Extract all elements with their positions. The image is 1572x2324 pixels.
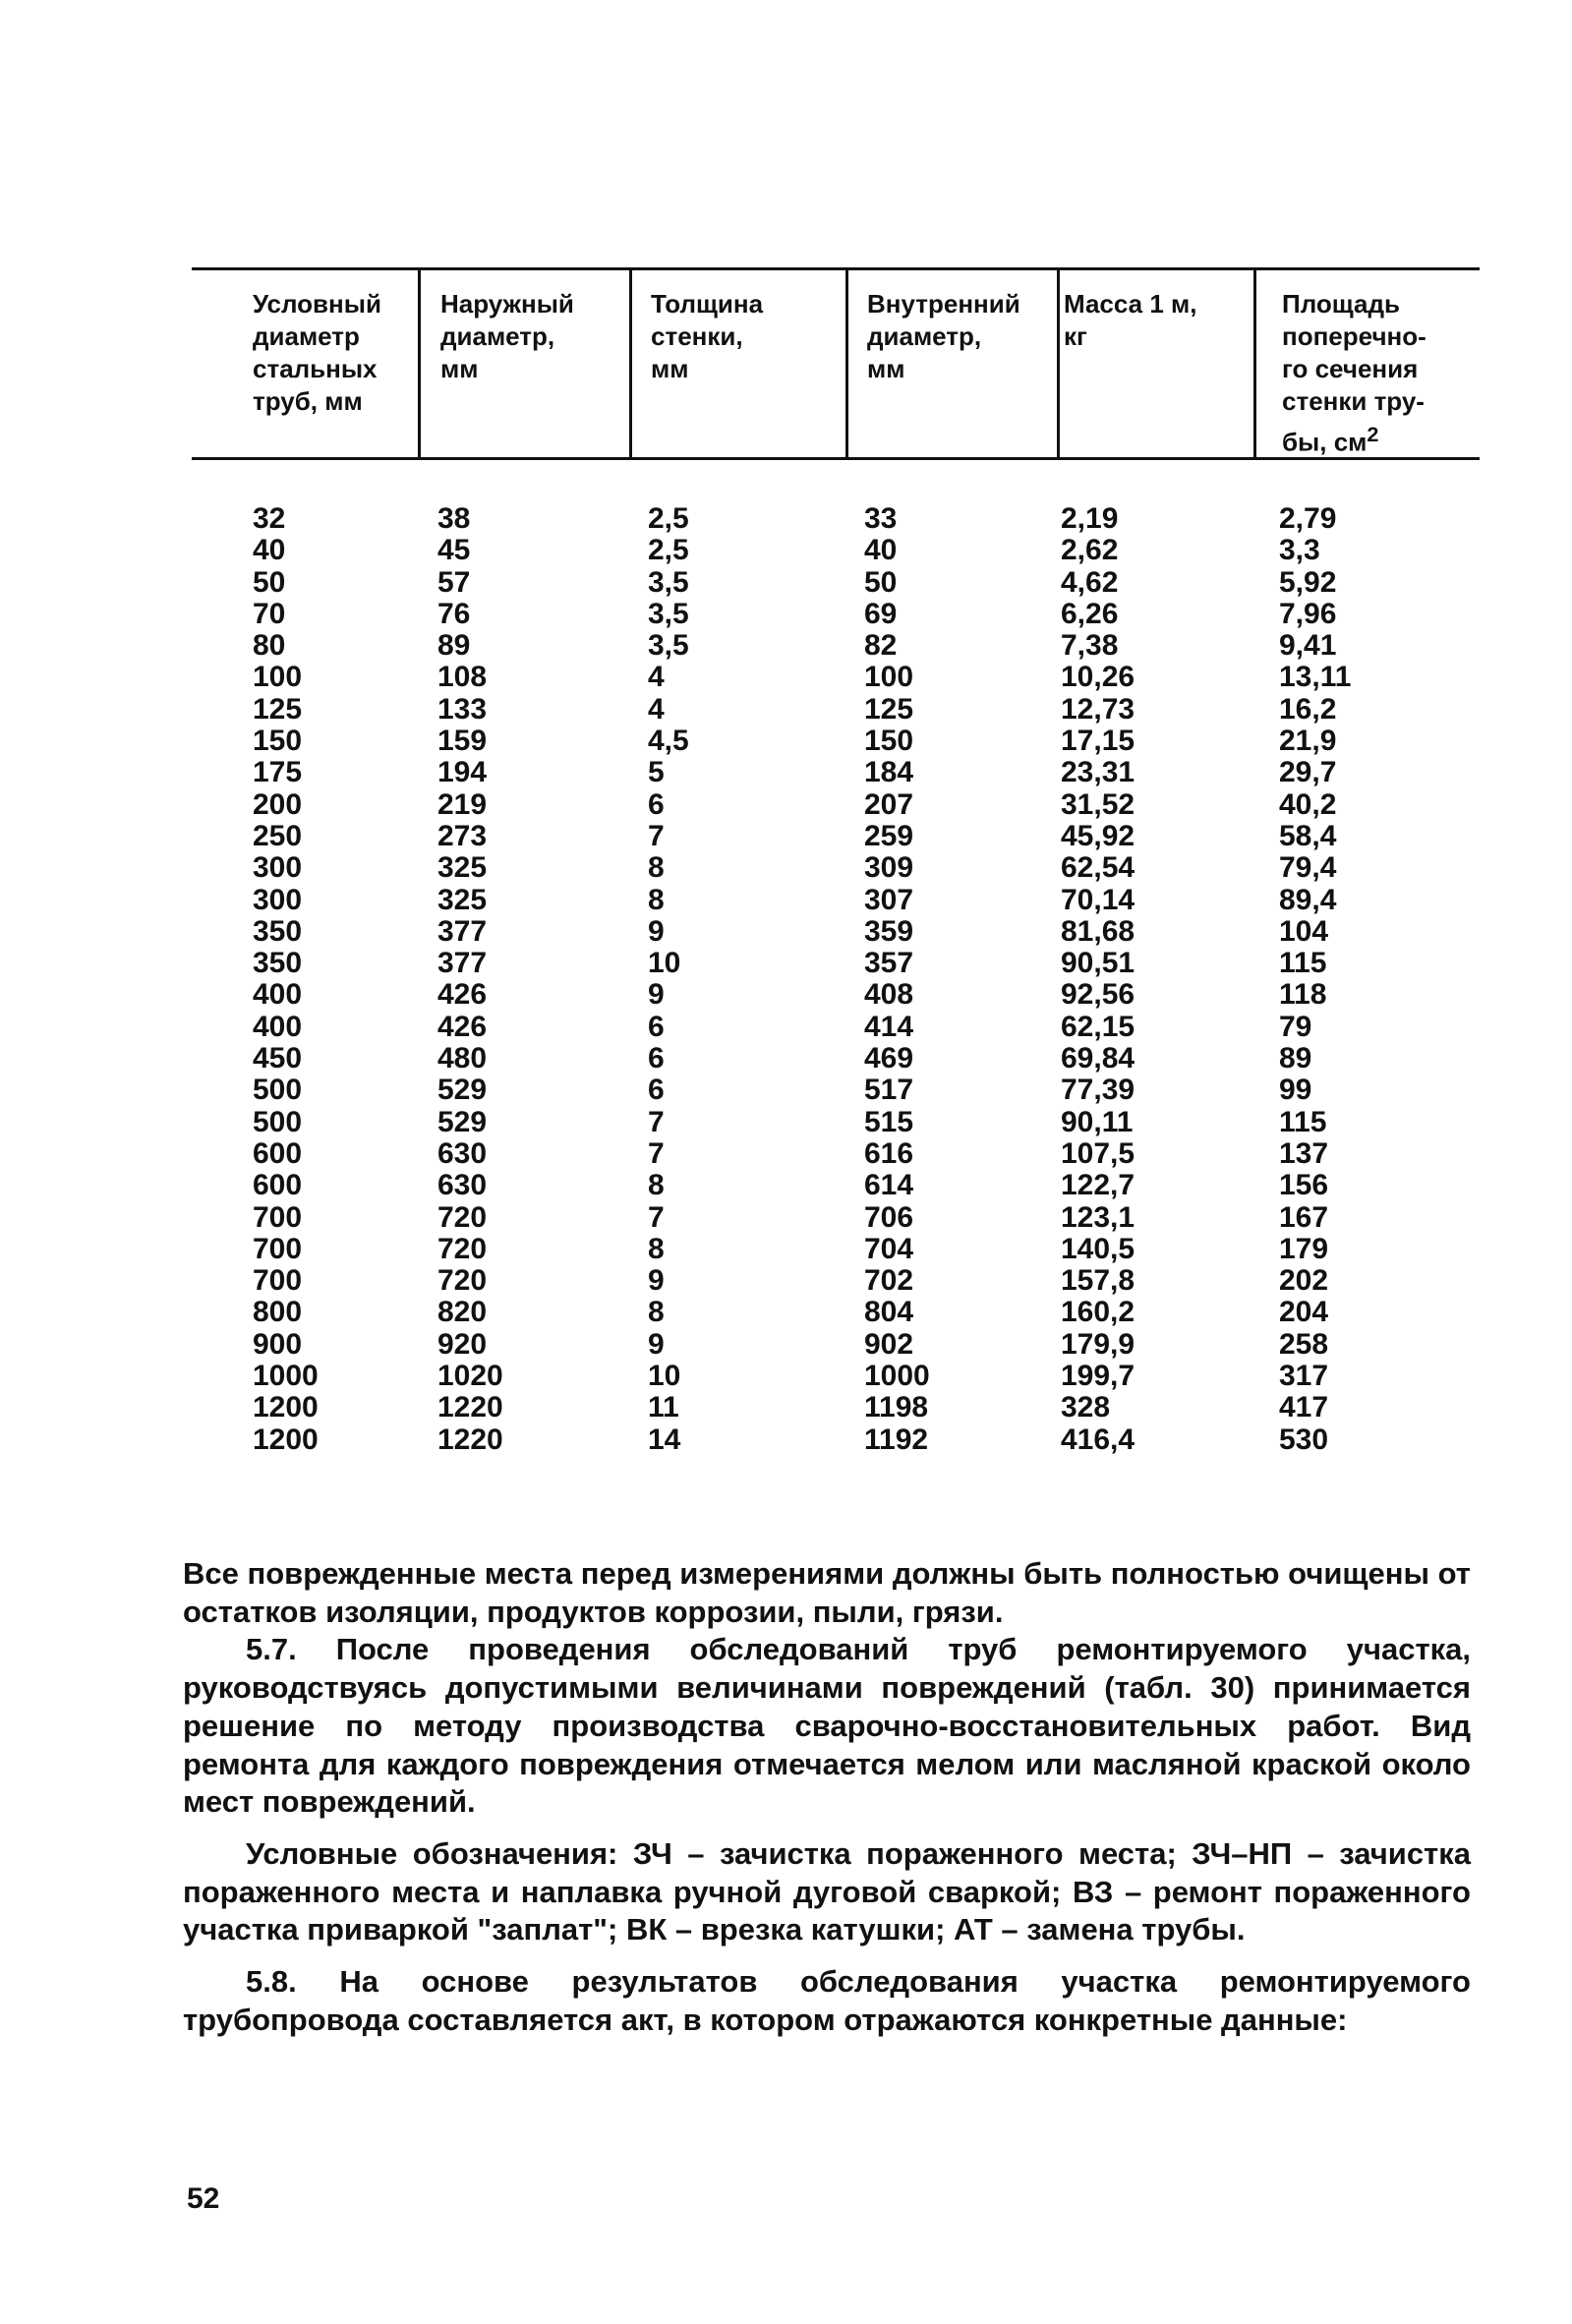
- header-col-area: [1253, 270, 1483, 457]
- table-row: [192, 694, 1480, 726]
- mass-cell: 90,11: [1061, 1105, 1134, 1138]
- wall-thickness-cell: 7: [648, 1200, 665, 1234]
- area-cell: 417: [1279, 1391, 1329, 1424]
- page-number: 52: [187, 2182, 220, 2215]
- outer-diameter-cell: 377: [437, 914, 488, 948]
- mass-cell: 92,56: [1061, 978, 1135, 1012]
- inner-diameter-cell: 357: [864, 947, 914, 980]
- area-cell: 115: [1279, 1105, 1327, 1138]
- nominal-diameter-cell: 400: [253, 978, 303, 1012]
- mass-cell: 70,14: [1061, 883, 1135, 916]
- inner-diameter-cell: 515: [864, 1105, 914, 1138]
- inner-diameter-cell: 1192: [864, 1423, 929, 1456]
- wall-thickness-cell: 8: [648, 1232, 665, 1265]
- inner-diameter-cell: 414: [864, 1010, 914, 1043]
- table-row: [192, 948, 1480, 979]
- nominal-diameter-cell: 400: [253, 1010, 303, 1043]
- inner-diameter-cell: 69: [864, 597, 898, 630]
- nominal-diameter-cell: 700: [253, 1264, 303, 1298]
- mass-cell: 23,31: [1061, 756, 1135, 789]
- mass-cell: 12,73: [1061, 692, 1135, 726]
- inner-diameter-cell: 616: [864, 1136, 914, 1170]
- wall-thickness-cell: 8: [648, 851, 665, 885]
- table-row: [192, 852, 1480, 884]
- header-col-inner: [845, 270, 1060, 457]
- wall-thickness-cell: 4,5: [648, 725, 689, 758]
- area-cell: 2,79: [1279, 502, 1337, 535]
- area-cell: 79: [1279, 1010, 1312, 1043]
- table-row: [192, 599, 1480, 630]
- table-row: [192, 503, 1480, 535]
- wall-thickness-cell: 5: [648, 756, 665, 789]
- table-row: [192, 1265, 1480, 1297]
- outer-diameter-cell: 159: [437, 725, 488, 758]
- inner-diameter-cell: 704: [864, 1232, 914, 1265]
- area-cell: 530: [1279, 1423, 1329, 1456]
- inner-diameter-cell: 184: [864, 756, 914, 789]
- nominal-diameter-cell: 500: [253, 1105, 303, 1138]
- outer-diameter-cell: 426: [437, 1010, 488, 1043]
- area-cell: 29,7: [1279, 756, 1337, 789]
- nominal-diameter-cell: 32: [253, 502, 286, 535]
- nominal-diameter-cell: 300: [253, 883, 303, 916]
- wall-thickness-cell: 14: [648, 1423, 681, 1456]
- area-cell: 5,92: [1279, 565, 1337, 599]
- outer-diameter-cell: 133: [437, 692, 488, 726]
- table-row: [192, 662, 1480, 693]
- area-cell: 202: [1279, 1264, 1329, 1298]
- wall-thickness-cell: 8: [648, 883, 665, 916]
- mass-cell: 17,15: [1061, 725, 1135, 758]
- nominal-diameter-cell: 1200: [253, 1423, 319, 1456]
- area-cell: 89,4: [1279, 883, 1337, 916]
- nominal-diameter-cell: 300: [253, 851, 303, 885]
- wall-thickness-cell: 9: [648, 978, 665, 1012]
- mass-cell: 81,68: [1061, 914, 1135, 948]
- wall-thickness-cell: 7: [648, 1136, 665, 1170]
- table-row: [192, 726, 1480, 757]
- area-cell: 21,9: [1279, 725, 1337, 758]
- outer-diameter-cell: 38: [437, 502, 471, 535]
- wall-thickness-cell: 7: [648, 1105, 665, 1138]
- outer-diameter-cell: 720: [437, 1232, 488, 1265]
- header-inner-diameter: Внутренний диаметр, мм: [867, 289, 1020, 383]
- nominal-diameter-cell: 700: [253, 1200, 303, 1234]
- outer-diameter-cell: 325: [437, 883, 488, 916]
- mass-cell: 90,51: [1061, 947, 1135, 980]
- pipe-table: [192, 267, 1480, 1456]
- mass-cell: 160,2: [1061, 1296, 1135, 1329]
- nominal-diameter-cell: 250: [253, 819, 303, 852]
- mass-cell: 140,5: [1061, 1232, 1135, 1265]
- area-cell: 167: [1279, 1200, 1329, 1234]
- outer-diameter-cell: 426: [437, 978, 488, 1012]
- area-cell: 99: [1279, 1074, 1312, 1107]
- outer-diameter-cell: 920: [437, 1327, 488, 1361]
- inner-diameter-cell: 307: [864, 883, 914, 916]
- table-body: [192, 460, 1480, 1456]
- nominal-diameter-cell: 1000: [253, 1360, 319, 1393]
- nominal-diameter-cell: 600: [253, 1169, 303, 1202]
- area-cell: 58,4: [1279, 819, 1337, 852]
- outer-diameter-cell: 720: [437, 1264, 488, 1298]
- inner-diameter-cell: 1000: [864, 1360, 930, 1393]
- area-cell: 104: [1279, 914, 1329, 948]
- inner-diameter-cell: 50: [864, 565, 898, 599]
- mass-cell: 2,19: [1061, 502, 1119, 535]
- area-cell: 79,4: [1279, 851, 1337, 885]
- outer-diameter-cell: 57: [437, 565, 471, 599]
- area-cell: 13,11: [1279, 661, 1352, 694]
- area-cell: 317: [1279, 1360, 1329, 1393]
- table-row: [192, 1107, 1480, 1138]
- inner-diameter-cell: 517: [864, 1074, 914, 1107]
- wall-thickness-cell: 11: [648, 1391, 679, 1424]
- wall-thickness-cell: 6: [648, 1042, 665, 1075]
- table-row: [192, 1138, 1480, 1170]
- inner-diameter-cell: 359: [864, 914, 914, 948]
- area-cell: 40,2: [1279, 787, 1337, 821]
- header-nominal-diameter: Условный диаметр стальных труб, мм: [253, 289, 381, 416]
- area-cell: 137: [1279, 1136, 1329, 1170]
- outer-diameter-cell: 45: [437, 534, 471, 567]
- nominal-diameter-cell: 450: [253, 1042, 303, 1075]
- outer-diameter-cell: 273: [437, 819, 488, 852]
- wall-thickness-cell: 6: [648, 787, 665, 821]
- table-row: [192, 789, 1480, 821]
- mass-cell: 45,92: [1061, 819, 1135, 852]
- nominal-diameter-cell: 125: [253, 692, 303, 726]
- outer-diameter-cell: 1220: [437, 1423, 503, 1456]
- nominal-diameter-cell: 1200: [253, 1391, 319, 1424]
- table-header: [192, 270, 1480, 457]
- inner-diameter-cell: 309: [864, 851, 914, 885]
- outer-diameter-cell: 1220: [437, 1391, 503, 1424]
- table-row: [192, 630, 1480, 662]
- nominal-diameter-cell: 80: [253, 629, 286, 663]
- inner-diameter-cell: 804: [864, 1296, 914, 1329]
- nominal-diameter-cell: 350: [253, 947, 303, 980]
- outer-diameter-cell: 630: [437, 1136, 488, 1170]
- table-row: [192, 757, 1480, 788]
- table-row: [192, 1012, 1480, 1043]
- wall-thickness-cell: 9: [648, 1327, 665, 1361]
- table-row: [192, 1297, 1480, 1328]
- paragraph-legend: Условные обозначения: ЗЧ – зачистка пораженного места; ЗЧ–НП – зачистка пораженного места и наплавка ручной дуговой сваркой; ВЗ – ремонт пораженного участка приваркой "заплат"; ВК – врезка катушки; АТ – замена трубы.: [183, 1835, 1471, 1947]
- table-row: [192, 1424, 1480, 1456]
- wall-thickness-cell: 4: [648, 661, 665, 694]
- mass-cell: 62,54: [1061, 851, 1135, 885]
- area-cell: 118: [1279, 978, 1327, 1012]
- outer-diameter-cell: 89: [437, 629, 471, 663]
- inner-diameter-cell: 207: [864, 787, 914, 821]
- nominal-diameter-cell: 150: [253, 725, 303, 758]
- mass-cell: 7,38: [1061, 629, 1119, 663]
- mass-cell: 4,62: [1061, 565, 1119, 599]
- nominal-diameter-cell: 600: [253, 1136, 303, 1170]
- wall-thickness-cell: 7: [648, 819, 665, 852]
- mass-cell: 31,52: [1061, 787, 1135, 821]
- nominal-diameter-cell: 70: [253, 597, 286, 630]
- nominal-diameter-cell: 40: [253, 534, 286, 567]
- wall-thickness-cell: 3,5: [648, 565, 689, 599]
- wall-thickness-cell: 2,5: [648, 502, 689, 535]
- mass-cell: 69,84: [1061, 1042, 1135, 1075]
- mass-cell: 77,39: [1061, 1074, 1135, 1107]
- area-cell: 7,96: [1279, 597, 1337, 630]
- table-row: [192, 979, 1480, 1011]
- area-cell: 89: [1279, 1042, 1312, 1075]
- header-col-nominal: [192, 270, 418, 457]
- mass-cell: 416,4: [1061, 1423, 1135, 1456]
- header-col-outer: [418, 270, 632, 457]
- inner-diameter-cell: 100: [864, 661, 914, 694]
- area-cell: 115: [1279, 947, 1327, 980]
- nominal-diameter-cell: 800: [253, 1296, 303, 1329]
- mass-cell: 122,7: [1061, 1169, 1135, 1202]
- wall-thickness-cell: 9: [648, 914, 665, 948]
- wall-thickness-cell: 6: [648, 1010, 665, 1043]
- mass-cell: 179,9: [1061, 1327, 1135, 1361]
- outer-diameter-cell: 720: [437, 1200, 488, 1234]
- wall-thickness-cell: 3,5: [648, 629, 689, 663]
- outer-diameter-cell: 1020: [437, 1360, 503, 1393]
- nominal-diameter-cell: 50: [253, 565, 286, 599]
- outer-diameter-cell: 377: [437, 947, 488, 980]
- mass-cell: 2,62: [1061, 534, 1119, 567]
- mass-cell: 157,8: [1061, 1264, 1135, 1298]
- table-row: [192, 1329, 1480, 1361]
- wall-thickness-cell: 10: [648, 1360, 681, 1393]
- table-row: [192, 1075, 1480, 1106]
- header-col-wall: [629, 270, 848, 457]
- mass-cell: 6,26: [1061, 597, 1119, 630]
- inner-diameter-cell: 614: [864, 1169, 914, 1202]
- table-row: [192, 885, 1480, 916]
- outer-diameter-cell: 325: [437, 851, 488, 885]
- table-row: [192, 1361, 1480, 1392]
- header-mass-per-meter: Масса 1 м, кг: [1064, 289, 1197, 351]
- wall-thickness-cell: 8: [648, 1296, 665, 1329]
- inner-diameter-cell: 702: [864, 1264, 914, 1298]
- inner-diameter-cell: 259: [864, 819, 914, 852]
- wall-thickness-cell: 4: [648, 692, 665, 726]
- table-row: [192, 916, 1480, 948]
- header-cross-section-area: Площадь поперечно- го сечения стенки тру- бы, $см^2$: [1282, 289, 1426, 457]
- nominal-diameter-cell: 700: [253, 1232, 303, 1265]
- area-cell: 179: [1279, 1232, 1329, 1265]
- nominal-diameter-cell: 900: [253, 1327, 303, 1361]
- area-cell: 156: [1279, 1169, 1329, 1202]
- mass-cell: 107,5: [1061, 1136, 1135, 1170]
- table-row: [192, 1202, 1480, 1234]
- inner-diameter-cell: 33: [864, 502, 898, 535]
- table-row: [192, 567, 1480, 599]
- area-cell: 204: [1279, 1296, 1329, 1329]
- nominal-diameter-cell: 200: [253, 787, 303, 821]
- mass-cell: 123,1: [1061, 1200, 1135, 1234]
- inner-diameter-cell: 40: [864, 534, 898, 567]
- table-row: [192, 821, 1480, 852]
- inner-diameter-cell: 902: [864, 1327, 914, 1361]
- inner-diameter-cell: 469: [864, 1042, 914, 1075]
- paragraph-cleaning: Все поврежденные места перед измерениями должны быть полностью очищены от остатков изоляции, продуктов коррозии, пыли, грязи.: [183, 1556, 1471, 1629]
- table-row: [192, 1043, 1480, 1075]
- outer-diameter-cell: 108: [437, 661, 488, 694]
- wall-thickness-cell: 6: [648, 1074, 665, 1107]
- area-cell: 9,41: [1279, 629, 1337, 663]
- inner-diameter-cell: 150: [864, 725, 914, 758]
- outer-diameter-cell: 529: [437, 1074, 488, 1107]
- nominal-diameter-cell: 350: [253, 914, 303, 948]
- wall-thickness-cell: 2,5: [648, 534, 689, 567]
- outer-diameter-cell: 630: [437, 1169, 488, 1202]
- header-wall-thickness: Толщина стенки, мм: [651, 289, 764, 383]
- inner-diameter-cell: 82: [864, 629, 898, 663]
- table-row: [192, 1392, 1480, 1423]
- table-row: [192, 535, 1480, 566]
- header-outer-diameter: Наружный диаметр, мм: [440, 289, 574, 383]
- mass-cell: 10,26: [1061, 661, 1135, 694]
- mass-cell: 328: [1061, 1391, 1111, 1424]
- nominal-diameter-cell: 175: [253, 756, 303, 789]
- outer-diameter-cell: 529: [437, 1105, 488, 1138]
- header-col-mass: [1057, 270, 1256, 457]
- inner-diameter-cell: 706: [864, 1200, 914, 1234]
- wall-thickness-cell: 8: [648, 1169, 665, 1202]
- wall-thickness-cell: 9: [648, 1264, 665, 1298]
- nominal-diameter-cell: 100: [253, 661, 303, 694]
- outer-diameter-cell: 820: [437, 1296, 488, 1329]
- inner-diameter-cell: 408: [864, 978, 914, 1012]
- mass-cell: 199,7: [1061, 1360, 1135, 1393]
- outer-diameter-cell: 480: [437, 1042, 488, 1075]
- outer-diameter-cell: 76: [437, 597, 471, 630]
- outer-diameter-cell: 194: [437, 756, 488, 789]
- area-cell: 3,3: [1279, 534, 1320, 567]
- outer-diameter-cell: 219: [437, 787, 488, 821]
- mass-cell: 62,15: [1061, 1010, 1135, 1043]
- wall-thickness-cell: 10: [648, 947, 681, 980]
- inner-diameter-cell: 1198: [864, 1391, 929, 1424]
- table-row: [192, 1234, 1480, 1265]
- area-cell: 16,2: [1279, 692, 1337, 726]
- table-row: [192, 1170, 1480, 1201]
- header-superscript: 2: [1367, 422, 1379, 446]
- inner-diameter-cell: 125: [864, 692, 914, 726]
- body-text: [183, 1555, 1471, 2039]
- paragraph-5-7: 5.7. После проведения обследований труб ремонтируемого участка, руководствуясь допустимыми величинами повреждений (табл. 30) принимается решение по методу производства сварочно-восстановительных работ. Вид ремонта для каждого повреждения отмечается мелом или масляной краской около мест повреждений.: [183, 1632, 1471, 1820]
- nominal-diameter-cell: 500: [253, 1074, 303, 1107]
- wall-thickness-cell: 3,5: [648, 597, 689, 630]
- paragraph-5-8: 5.8. На основе результатов обследования участка ремонтируемого трубопровода составляется акт, в котором отражаются конкретные данные:: [183, 1964, 1471, 2037]
- area-cell: 258: [1279, 1327, 1329, 1361]
